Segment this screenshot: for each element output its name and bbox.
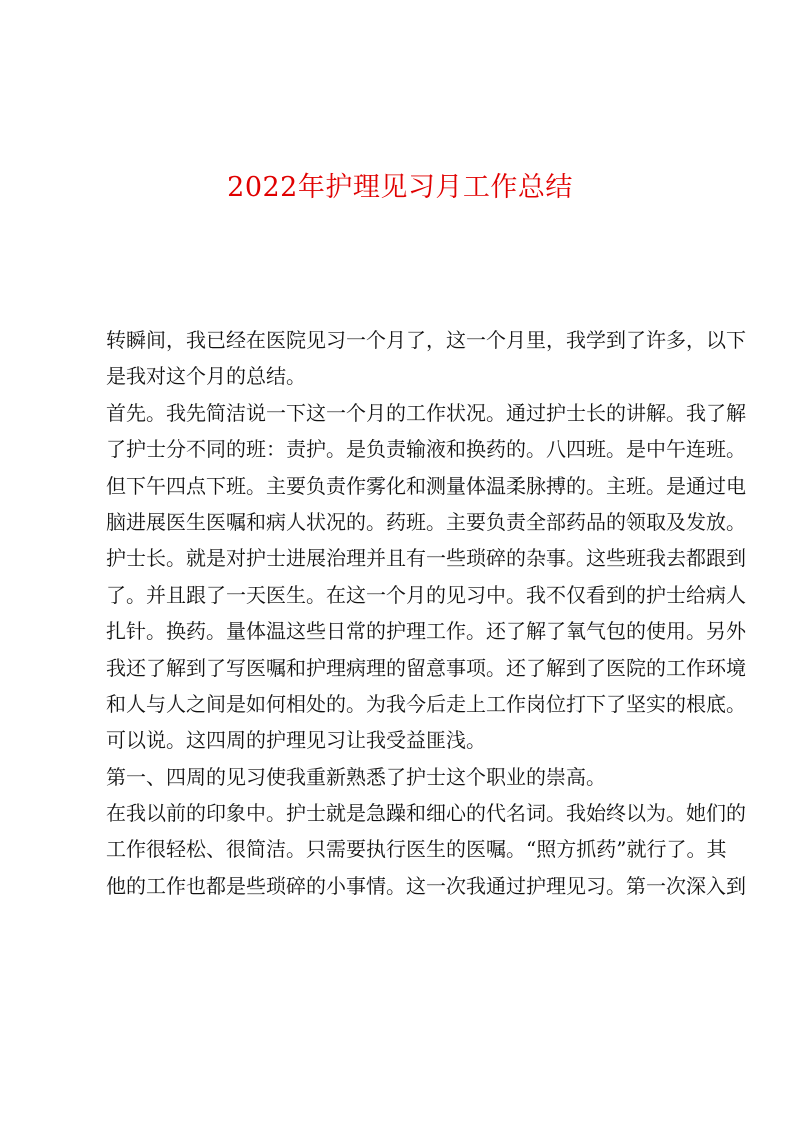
body-line: 他的工作也都是些琐碎的小事情。这一次我通过护理见习。第一次深入到 — [106, 873, 746, 898]
body-line: 我还了解到了写医嘱和护理病理的留意事项。还了解到了医院的工作环境 — [106, 655, 746, 680]
body-line: 了护士分不同的班：责护。是负责输液和换药的。八四班。是中午连班。 — [106, 437, 746, 462]
body-line: 了。并且跟了一天医生。在这一个月的见习中。我不仅看到的护士给病人 — [106, 582, 746, 607]
body-line: 在我以前的印象中。护士就是急躁和细心的代名词。我始终以为。她们的 — [106, 801, 746, 826]
body-line: 工作很轻松、很简洁。只需要执行医生的医嘱。“照方抓药”就行了。其 — [106, 837, 727, 862]
body-line: 扎针。换药。量体温这些日常的护理工作。还了解了氧气包的使用。另外 — [106, 619, 746, 644]
body-line: 转瞬间，我已经在医院见习一个月了，这一个月里，我学到了许多，以下 — [106, 328, 746, 352]
body-line: 第一、四周的见习使我重新熟悉了护士这个职业的崇高。 — [106, 764, 606, 789]
body-line: 但下午四点下班。主要负责作雾化和测量体温柔脉搏的。主班。是通过电 — [106, 473, 746, 498]
document-title: 2022年护理见习月工作总结 — [227, 172, 573, 203]
body-line: 脑进展医生医嘱和病人状况的。药班。主要负责全部药品的领取及发放。 — [106, 509, 746, 534]
body-line: 和人与人之间是如何相处的。为我今后走上工作岗位打下了坚实的根底。 — [106, 691, 746, 716]
body-line: 首先。我先简洁说一下这一个月的工作状况。通过护士长的讲解。我了解 — [106, 400, 746, 425]
body-line: 可以说。这四周的护理见习让我受益匪浅。 — [106, 728, 486, 753]
document-body — [106, 322, 746, 904]
body-line: 是我对这个月的总结。 — [106, 364, 306, 389]
body-line: 护士长。就是对护士进展治理并且有一些琐碎的杂事。这些班我去都跟到 — [106, 546, 746, 571]
